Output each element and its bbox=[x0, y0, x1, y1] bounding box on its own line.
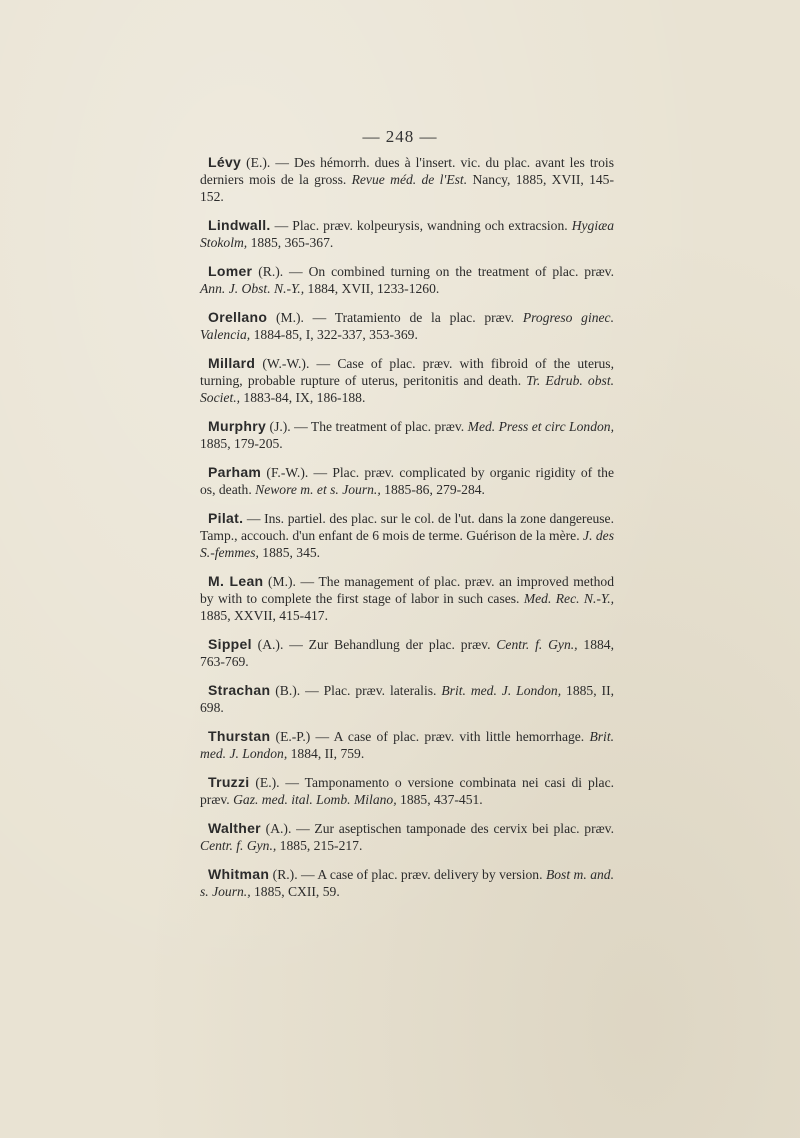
entry-initials: (A.). bbox=[257, 637, 284, 652]
entry-initials: (J.). bbox=[269, 419, 291, 434]
entry-title: — Case of plac. præv. with fibroid of the uterus, turning, probable rupture of uterus, peritonitis and death. bbox=[200, 356, 614, 388]
entry-title: — Ins. partiel. des plac. sur le col. de l'ut. dans la zone dangereuse. Tamp., accouch. d'un enfant de 6 mois de terme. Guérison de la mère. bbox=[200, 511, 614, 543]
entry-author: Whitman bbox=[208, 866, 270, 882]
entry-reference: 1884, XVII, 1233-1260. bbox=[307, 281, 440, 296]
entry-title: — Des hémorrh. dues à l'insert. vic. du plac. avant les trois derniers mois de la gross. bbox=[200, 155, 614, 187]
entry-journal: Revue méd. de l'Est. bbox=[351, 172, 473, 187]
entry-author: Strachan bbox=[208, 682, 271, 698]
entry-journal: Centr. f. Gyn., bbox=[200, 838, 280, 853]
entry-journal: Med. Rec. N.-Y., bbox=[523, 591, 614, 606]
entry-initials: (B.). bbox=[275, 683, 301, 698]
entry-initials: (E.). bbox=[246, 155, 271, 170]
entry-journal: J. des S.-femmes, bbox=[200, 528, 615, 560]
bibliography-entry bbox=[200, 774, 614, 808]
entry-reference: 1884, II, 759. bbox=[290, 746, 365, 761]
bibliography-entry bbox=[200, 573, 614, 624]
entry-author: Pilat. bbox=[208, 510, 244, 526]
entry-journal: Ann. J. Obst. N.-Y., bbox=[200, 281, 308, 296]
entry-title: — Zur Behandlung der plac. præv. bbox=[283, 637, 497, 652]
bibliography-entry bbox=[200, 154, 614, 205]
entry-journal: Gaz. med. ital. Lomb. Milano, bbox=[233, 792, 401, 807]
entry-initials: (F.-W.). bbox=[266, 465, 309, 480]
entry-journal: Tr. Edrub. obst. Societ., bbox=[200, 373, 614, 405]
bibliography-entry bbox=[200, 418, 614, 452]
bibliography-entry bbox=[200, 464, 614, 498]
entry-reference: 1885, 215-217. bbox=[279, 838, 363, 853]
entry-title: — Zur aseptischen tamponade des cervix bei plac. præv. bbox=[291, 821, 614, 836]
entry-title: — The treatment of plac. præv. bbox=[290, 419, 468, 434]
entry-author: Murphry bbox=[208, 418, 267, 434]
entry-author: Lomer bbox=[208, 263, 253, 279]
entry-initials: (M.). bbox=[268, 574, 296, 589]
entry-journal: Newore m. et s. Journ., bbox=[255, 482, 385, 497]
entry-reference: 1885, CXII, 59. bbox=[254, 884, 340, 899]
entry-reference: 1885, II, 698. bbox=[200, 683, 614, 715]
entry-journal: Progreso ginec. Valencia, bbox=[200, 310, 614, 342]
entry-title: — Plac. præv. complicated by organic rigidity of the os, death. bbox=[200, 465, 614, 497]
entry-reference: 1884-85, I, 322-337, 353-369. bbox=[253, 327, 418, 342]
entry-journal: Brit. med. J. London, bbox=[441, 683, 567, 698]
entry-journal: Brit. med. J. London, bbox=[200, 729, 614, 761]
entry-reference: Nancy, 1885, XVII, 145-152. bbox=[200, 172, 615, 204]
bibliography-entry bbox=[200, 510, 614, 561]
entry-title: — A case of plac. præv. delivery by version. bbox=[297, 867, 546, 882]
entry-title: — Plac. præv. lateralis. bbox=[300, 683, 442, 698]
entry-title: — Tratamiento de la plac. præv. bbox=[303, 310, 523, 325]
bibliography-entry bbox=[200, 728, 614, 762]
entry-reference: 1885, 365-367. bbox=[250, 235, 334, 250]
entry-title: — A case of plac. præv. vith little hemorrhage. bbox=[310, 729, 590, 744]
entry-title: — Plac. præv. kolpeurysis, wandning och extracsion. bbox=[274, 218, 572, 233]
bibliography-entry bbox=[200, 355, 614, 406]
entry-reference: 1885, 179-205. bbox=[200, 436, 283, 451]
entry-author: Millard bbox=[208, 355, 256, 371]
entry-journal: Centr. f. Gyn., bbox=[496, 637, 584, 652]
entry-author: Lévy bbox=[208, 154, 242, 170]
bibliography-entry bbox=[200, 866, 614, 900]
bibliography-entry bbox=[200, 263, 614, 297]
entry-journal: Med. Press et circ London, bbox=[467, 419, 614, 434]
entry-reference: 1885-86, 279-284. bbox=[384, 482, 485, 497]
entry-author: Parham bbox=[208, 464, 262, 480]
entry-initials: (M.). bbox=[275, 310, 304, 325]
entry-reference: 1884, 763-769. bbox=[200, 637, 614, 669]
bibliography-entry bbox=[200, 636, 614, 670]
entry-initials: (R.). bbox=[258, 264, 284, 279]
bibliography-entry bbox=[200, 682, 614, 716]
entry-reference: 1885, 437-451. bbox=[400, 792, 483, 807]
entry-author: Lindwall. bbox=[208, 217, 271, 233]
entry-author: Sippel bbox=[208, 636, 252, 652]
entry-author: Walther bbox=[208, 820, 261, 836]
entry-reference: 1883-84, IX, 186-188. bbox=[243, 390, 366, 405]
entry-initials: (E.). bbox=[255, 775, 280, 790]
entry-initials: (A.). bbox=[265, 821, 292, 836]
entry-initials: (E.-P.) bbox=[275, 729, 311, 744]
entry-reference: 1885, 345. bbox=[262, 545, 321, 560]
bibliography-entry bbox=[200, 820, 614, 854]
entry-author: M. Lean bbox=[208, 573, 264, 589]
entry-author: Thurstan bbox=[208, 728, 271, 744]
entry-journal: Hygiæa Stokolm, bbox=[200, 218, 614, 250]
bibliography-entry bbox=[200, 309, 614, 343]
bibliography-list bbox=[200, 154, 614, 912]
entry-journal: Bost m. and. s. Journ., bbox=[200, 867, 614, 899]
entry-reference: 1885, XXVII, 415-417. bbox=[200, 608, 328, 623]
bibliography-entry bbox=[200, 217, 614, 251]
entry-title: — On combined turning on the treatment of plac. præv. bbox=[283, 264, 614, 279]
entry-initials: (W.-W.). bbox=[262, 356, 310, 371]
entry-author: Truzzi bbox=[208, 774, 250, 790]
page-number: — 248 — bbox=[362, 127, 438, 146]
entry-title: — The management of plac. præv. an improved method by with to complete the first stage of labor in such cases. bbox=[200, 574, 614, 606]
entry-author: Orellano bbox=[208, 309, 268, 325]
entry-initials: (R.). bbox=[272, 867, 298, 882]
entry-title: — Tamponamento o versione combinata nei casi di plac. præv. bbox=[200, 775, 614, 807]
